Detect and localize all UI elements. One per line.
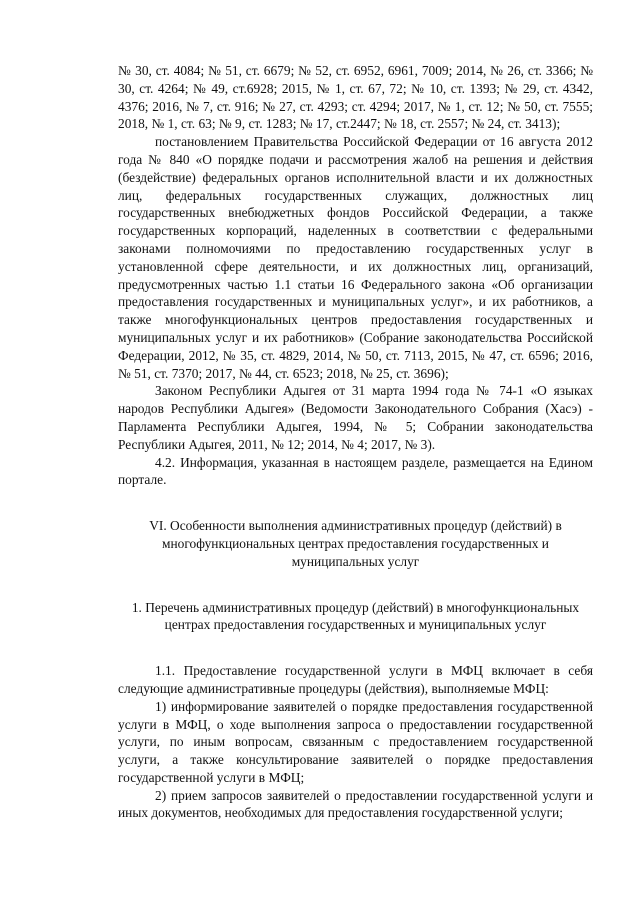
clause-4-2-paragraph: 4.2. Информация, указанная в настоящем разделе, размещается на Едином портале. [118,454,593,488]
subsection-1-heading: 1. Перечень административных процедур (действий) в многофункциональных центрах предоставления государственных и муниципальных услуг [131,599,580,633]
list-item-2: 2) прием запросов заявителей о предоставлении государственной услуги и иных документов, необходимых для предоставления государственной услуги; [118,787,593,821]
clause-1-1-paragraph: 1.1. Предоставление государственной услуги в МФЦ включает в себя следующие административные процедуры (действия), выполняемые МФЦ: [118,663,593,696]
spacer [118,571,593,599]
spacer [118,489,593,517]
references-paragraph: № 30, ст. 4084; № 51, ст. 6679; № 52, ст. 6952, 6961, 7009; 2014, № 26, ст. 3366; № 30, ст. 4264; № 49, ст.6928; 2015, № 1, ст. 67, 72; № 10, ст. 1393; № 29, ст. 4342, 4376; 2016, № 7, ст. 916; № 27, ст. 4293; ст. 4294; 2017, № 1, ст. 12; № 50, ст. 7555; 2018, № 1, ст. 63; № 9, ст. 1283; № 17, ст.2447; № 18, ст. 2557; № 24, ст. 3413); [118,63,593,132]
adygea-law-paragraph: Законом Республики Адыгея от 31 марта 1994 года № 74-1 «О языках народов Республики Адыгея» (Ведомости Законодательного Собрания (Хасэ) - Парламента Республики Адыгея, 1994, № 5; Собрании законодательства Республики Адыгея, 2011, № 12; 2014, № 4; 2017, № 3). [118,383,593,452]
list-item-1: 1) информирование заявителей о порядке предоставления государственной услуги в МФЦ, о ходе выполнения запроса о предоставлении государственной услуги, по иным вопросам, связанным с предоставлением государственной услуги, а также консультирование заявителей о порядке предоставления государственной услуги в МФЦ; [118,698,593,785]
section-vi-heading: VI. Особенности выполнения административных процедур (действий) в многофункциональных центрах предоставления государственных и муниципальных услуг [149,518,562,569]
government-decree-paragraph: постановлением Правительства Российской Федерации от 16 августа 2012 года № 840 «О порядке подачи и рассмотрения жалоб на решения и действия (бездействие) федеральных органов исполнительной власти и их должностных лиц, федеральных государственных служащих, должностных лиц государственных внебюджетных фондов Российской Федерации, а также государственных корпораций, наделенных в соответствии с федеральными законами полномочиями по предоставлению государственных услуг в установленной сфере деятельности, и их должностных лиц, организаций, предусмотренных частью 1.1 статьи 16 Федерального закона «Об организации предоставления государственных и муниципальных услуг», и их работников, а также многофункциональных центров предоставления государственных и муниципальных услуг и их работников» (Собрание законодательства Российской Федерации, 2012, № 35, ст. 4829, 2014, № 50, ст. 7113, 2015, № 47, ст. 6596; 2016, № 51, ст. 7370; 2017, № 44, ст. 6523; 2018, № 25, ст. 3696); [118,134,593,381]
spacer [118,634,593,662]
